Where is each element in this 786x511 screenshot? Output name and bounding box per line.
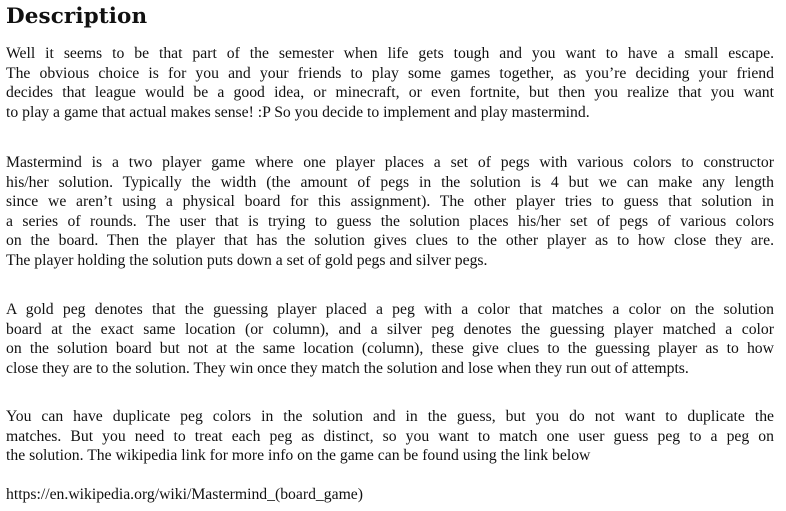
paragraph-line: Mastermind is a two player game where one player places a set of pegs with various colors to constructor	[6, 154, 774, 171]
paragraph-pegs	[6, 300, 774, 378]
paragraph-line: matches. But you need to treat each peg as distinct, so you want to match one user guess peg to a peg on	[6, 427, 774, 445]
paragraph-line: to play a game that actual makes sense! :P So you decide to implement and play mastermind.	[6, 103, 590, 121]
paragraph-line: decides that league would be a good idea, or minecraft, or even fortnite, but then you realize that you want	[6, 84, 774, 102]
paragraph-duplicates	[6, 407, 774, 466]
paragraph-line: his/her solution. Typically the width (the amount of pegs in the solution is 4 but we can make any length	[6, 173, 774, 191]
paragraph-line: You can have duplicate peg colors in the solution and in the guess, but you do not want to duplicate the	[6, 408, 774, 425]
paragraph-line: A gold peg denotes that the guessing player placed a peg with a color that matches a color on the solution	[6, 301, 774, 318]
paragraph-line: The player holding the solution puts down a set of gold pegs and silver pegs.	[6, 251, 488, 269]
paragraph-line: board at the exact same location (or column), and a silver peg denotes the guessing player matched a color	[6, 320, 774, 338]
paragraph-line: since we aren’t using a physical board for this assignment). The other player tries to guess that solution in	[6, 193, 774, 211]
paragraph-line: on the solution board but not at the same location (column), these give clues to the guessing player as to how	[6, 340, 774, 358]
section-title: Description	[6, 4, 148, 29]
paragraph-line: The obvious choice is for you and your friends to play some games together, as you’re deciding your friend	[6, 64, 774, 82]
paragraph-line: close they are to the solution. They win once they match the solution and lose when they run out of attempts.	[6, 359, 689, 377]
paragraph-line: a series of rounds. The user that is trying to guess the solution places his/her set of pegs of various colors	[6, 212, 774, 230]
paragraph-line: on the board. Then the player that has the solution gives clues to the other player as to how close they are.	[6, 232, 774, 250]
wikipedia-link[interactable]: https://en.wikipedia.org/wiki/Mastermind_(board_game)	[6, 486, 363, 503]
paragraph-rules	[6, 153, 774, 271]
paragraph-line: the solution. The wikipedia link for more info on the game can be found using the link below	[6, 447, 591, 465]
paragraph-intro	[6, 44, 774, 122]
paragraph-line: Well it seems to be that part of the semester when life gets tough and you want to have a small escape.	[6, 45, 774, 62]
